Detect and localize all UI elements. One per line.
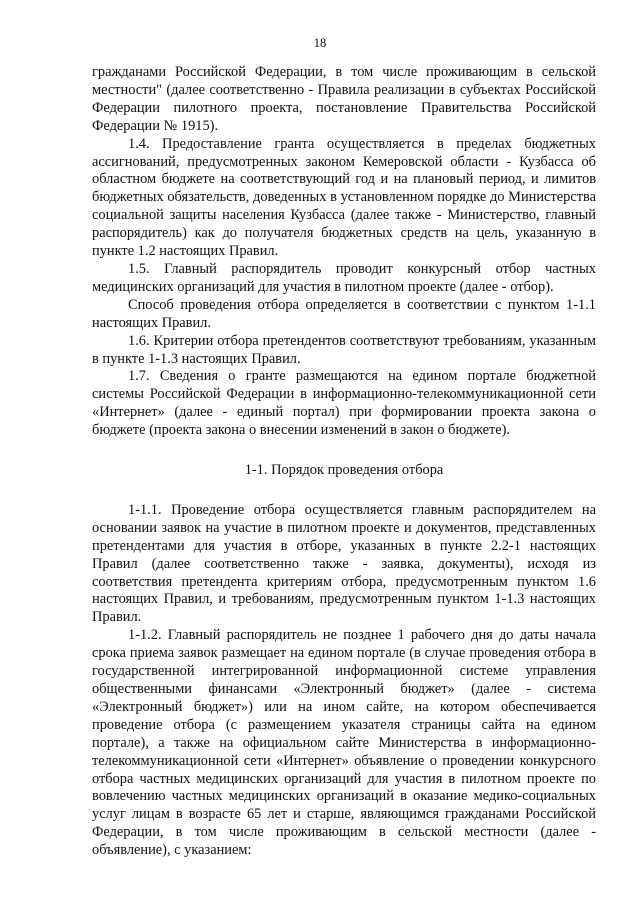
section-heading: 1-1. Порядок проведения отбора — [244, 462, 444, 479]
paragraph-1-1-1: 1-1.1. Проведение отбора осуществляется главным распорядителем на основании заявок на участие в пилотном проекте и документов, представленных претендентами для участия в отборе, указанных в пункте 2.2-1 настоящих Правил (далее соответственно также - заявка, документы), исходя из соответствия претендента критериям отбора, предусмотренным пунктом 1.6 настоящих Правил, и требованиям, предусмотренным пунктом 1-1.3 настоящих Правил. — [92, 501, 596, 626]
paragraph-selection-method: Способ проведения отбора определяется в соответствии с пунктом 1-1.1 настоящих Правил. — [92, 296, 596, 331]
paragraph-continuation: гражданами Российской Федерации, в том числе проживающим в сельской местности" (далее соответственно - Правила реализации в субъектах Российской Федерации пилотного проекта, постановление Правительства Российской Федерации № 1915). — [92, 64, 596, 134]
paragraph-1-4: 1.4. Предоставление гранта осуществляется в пределах бюджетных ассигнований, предусмотренных законом Кемеровской области - Кузбасса об областном бюджете на соответствующий год и на плановый период, и лимитов бюджетных обязательств, доведенных в установленном порядке до Министерства социальной защиты населения Кузбасса (далее также - Министерство, главный распорядитель) как до получателя бюджетных средств на цель, указанную в пункте 1.2 настоящих Правил. — [92, 135, 596, 260]
document-body — [92, 64, 596, 860]
paragraph-1-6: 1.6. Критерии отбора претендентов соответствуют требованиям, указанным в пункте 1-1.3 настоящих Правил. — [92, 332, 596, 367]
paragraph-1-7: 1.7. Сведения о гранте размещаются на едином портале бюджетной системы Российской Федерации в информационно-телекоммуникационной сети «Интернет» (далее - единый портал) при формировании проекта закона о бюджете (проекта закона о внесении изменений в закон о бюджете). — [92, 368, 596, 439]
paragraph-1-5: 1.5. Главный распорядитель проводит конкурсный отбор частных медицинских организаций для участия в пилотном проекте (далее - отбор). — [92, 260, 596, 295]
page-number: 18 — [313, 36, 327, 50]
paragraph-1-1-2: 1-1.2. Главный распорядитель не позднее 1 рабочего дня до даты начала срока приема заявок размещает на едином портале (в случае проведения отбора в государственной интегрированной информационной системе управления общественными финансами «Электронный бюджет» (далее - система «Электронный бюджет») или на ином сайте, на котором обеспечивается проведение отбора (с размещением указателя страницы сайта на едином портале), а также на официальном сайте Министерства в информационно-телекоммуникационной сети «Интернет» объявление о проведении конкурсного отбора частных медицинских организаций для участия в пилотном проекте по вовлечению частных медицинских организаций в оказание медико-социальных услуг лицам в возрасте 65 лет и старше, являющимся гражданами Российской Федерации, в том числе проживающим в сельской местности (далее - объявление), с указанием: — [92, 627, 596, 859]
